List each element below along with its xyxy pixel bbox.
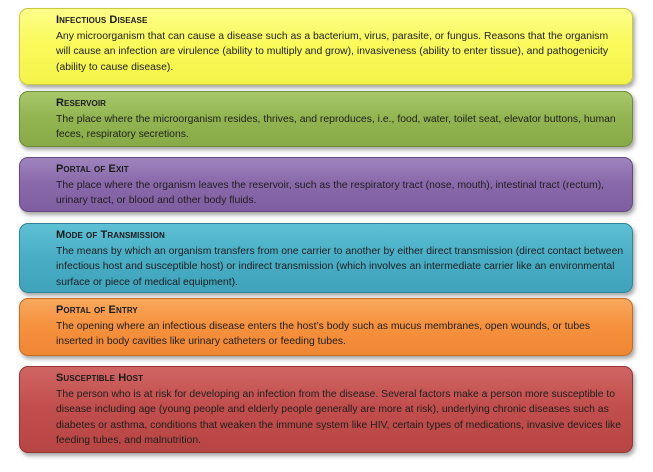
box-title: Portal of Exit [56, 163, 129, 175]
box-susceptible-host [19, 366, 633, 453]
box-infectious-disease [19, 8, 633, 85]
box-title: Infectious Disease [56, 14, 148, 26]
box-title: Portal of Entry [56, 304, 138, 316]
box-description: The person who is at risk for developing an infection from the disease. Several factors make a person more susceptible to disease including age (young people and elderly people generally are more at risk), underlying chronic diseases such as diabetes or asthma, conditions that weaken the immune system like HIV, certain types of medications, invasive devices like feeding tubes, and malnutrition. [56, 388, 622, 447]
box-description: The place where the organism leaves the reservoir, such as the respiratory tract (nose, mouth), intestinal tract (rectum), urinary tract, or blood and other body fluids. [56, 179, 605, 207]
box-description: Any microorganism that can cause a disease such as a bacterium, virus, parasite, or fungus. Reasons that the organism will cause an infection are virulence (ability to multiply and grow), invasiveness (ability to enter tissue), and pathogenicity (ability to cause disease). [56, 30, 609, 73]
box-portal-of-entry [19, 298, 633, 356]
box-title: Mode of Transmission [56, 229, 165, 241]
box-portal-of-exit [19, 157, 633, 212]
box-title: Susceptible Host [56, 372, 144, 384]
box-description: The place where the microorganism resides, thrives, and reproduces, i.e., food, water, toilet seat, elevator buttons, human feces, respiratory secretions. [56, 113, 616, 141]
box-title: Reservoir [56, 97, 107, 109]
box-reservoir [19, 91, 633, 147]
box-description: The means by which an organism transfers from one carrier to another by either direct transmission (direct contact between infectious host and susceptible host) or indirect transmission (which involves an intermediate carrier like an environmental surface or piece of medical equipment). [56, 245, 624, 288]
box-description: The opening where an infectious disease enters the host’s body such as mucus membranes, open wounds, or tubes inserted in body cavities like urinary catheters or feeding tubes. [56, 320, 591, 348]
box-mode-of-transmission [19, 223, 633, 293]
